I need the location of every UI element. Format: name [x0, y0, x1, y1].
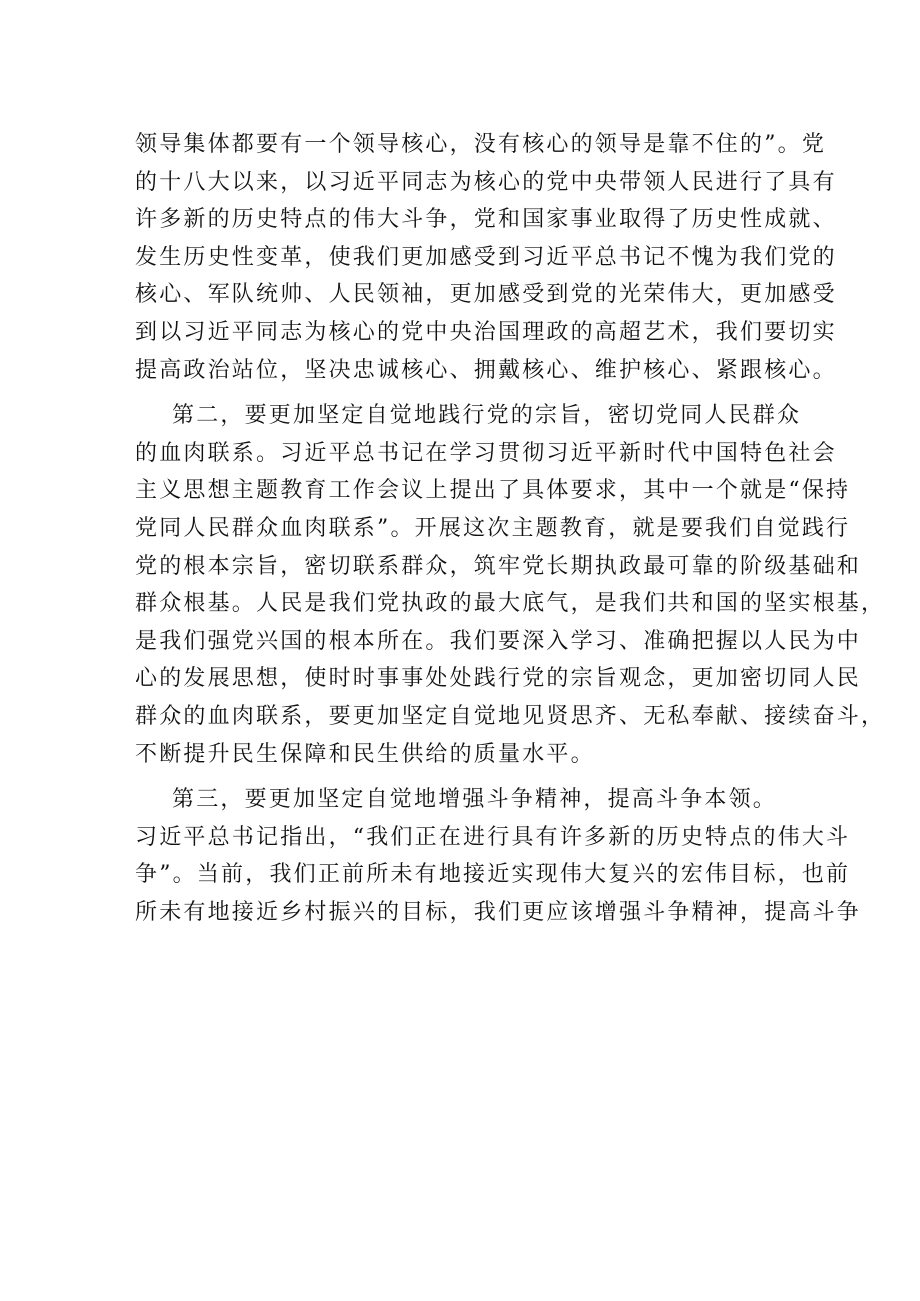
paragraph-line: 所未有地接近乡村振兴的目标，我们更应该增强斗争精神，提高斗争 — [135, 899, 862, 925]
paragraph-line: 党的根本宗旨，密切联系群众，筑牢党长期执政最可靠的阶级基础和 — [135, 553, 862, 579]
paragraph-line: 党同人民群众血肉联系”。开展这次主题教育，就是要我们自觉践行 — [135, 515, 851, 541]
paragraph-line: 主义思想主题教育工作会议上提出了具体要求，其中一个就是“保持 — [135, 478, 851, 504]
paragraph-line: 习近平总书记指出，“我们正在进行具有许多新的历史特点的伟大斗 — [135, 824, 851, 850]
paragraph-2 — [135, 397, 886, 773]
paragraph-spacer — [135, 773, 787, 781]
paragraph-line: 心的发展思想，使时时事事处处践行党的宗旨观念，更加密切同人民 — [135, 666, 862, 692]
paragraph-line: 第三，要更加坚定自觉地增强斗争精神，提高斗争本领。 — [172, 787, 778, 813]
paragraph-line: 核心、军队统帅、人民领袖，更加感受到党的光荣伟大，更加感受 — [135, 282, 837, 308]
paragraph-line: 第二，要更加坚定自觉地践行党的宗旨，密切党同人民群众 — [172, 403, 802, 429]
paragraph-line: 争”。当前，我们正前所未有地接近实现伟大复兴的宏伟目标，也前 — [135, 862, 851, 888]
paragraph-line: 的十八大以来，以习近平同志为核心的党中央带领人民进行了具有 — [135, 169, 837, 195]
paragraph-spacer — [135, 389, 787, 397]
paragraph-line: 发生历史性变革，使我们更加感受到习近平总书记不愧为我们党的 — [135, 244, 837, 270]
paragraph-line: 提高政治站位，坚决忠诚核心、拥戴核心、维护核心、紧跟核心。 — [135, 357, 837, 383]
paragraph-line: 许多新的历史特点的伟大斗争，党和国家事业取得了历史性成就、 — [135, 207, 837, 233]
paragraph-3 — [135, 781, 862, 931]
paragraph-line: 群众的血肉联系，要更加坚定自觉地见贤思齐、无私奉献、接续奋斗， — [135, 703, 886, 729]
paragraph-line: 到以习近平同志为核心的党中央治国理政的高超艺术，我们要切实 — [135, 319, 837, 345]
paragraph-line: 是我们强党兴国的根本所在。我们要深入学习、准确把握以人民为中 — [135, 628, 862, 654]
paragraph-line: 领导集体都要有一个领导核心，没有核心的领导是靠不住的”。党 — [135, 132, 827, 157]
paragraph-line: 不断提升民生保障和民生供给的质量水平。 — [135, 741, 595, 767]
paragraph-line: 的血肉联系。习近平总书记在学习贯彻习近平新时代中国特色社会 — [135, 440, 837, 466]
document-body — [135, 126, 886, 931]
paragraph-1 — [135, 126, 837, 389]
paragraph-line: 群众根基。人民是我们党执政的最大底气，是我们共和国的坚实根基， — [135, 591, 886, 617]
